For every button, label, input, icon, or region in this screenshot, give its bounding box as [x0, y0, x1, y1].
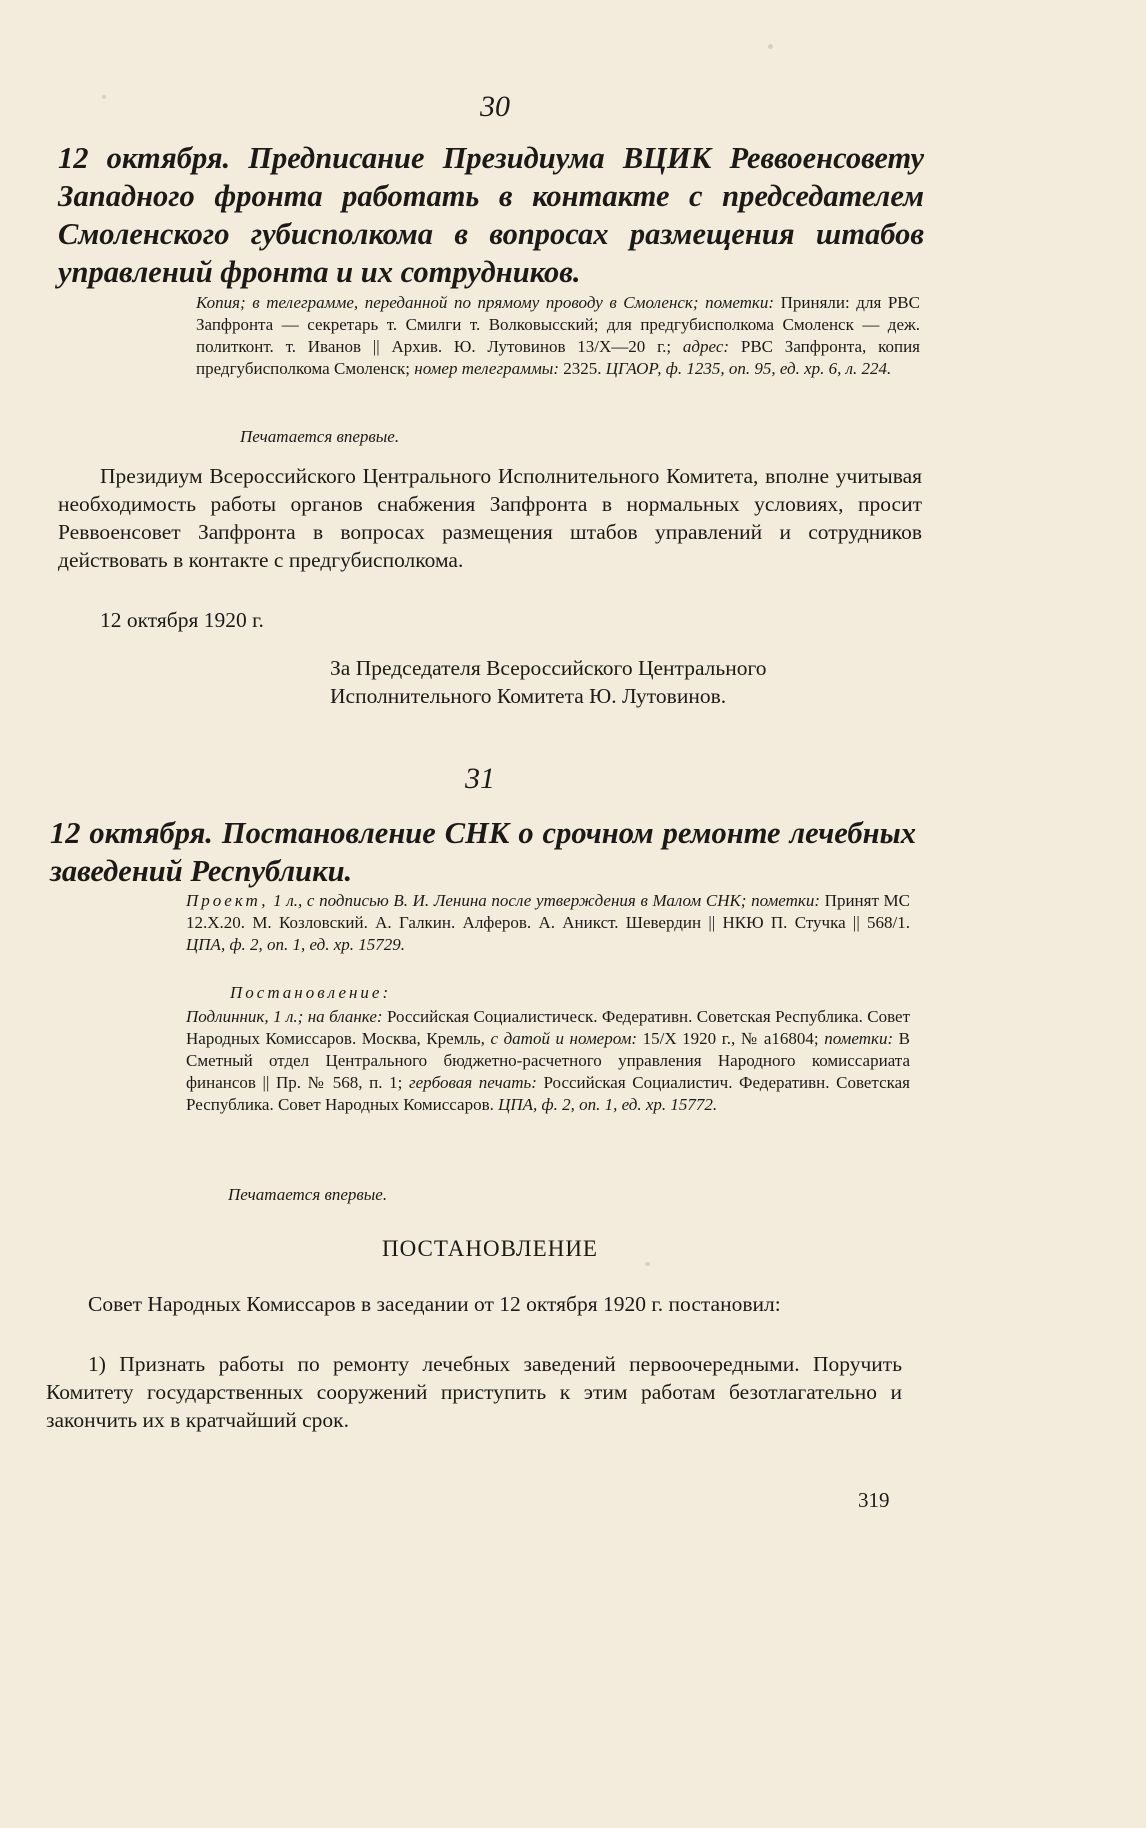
note-original-blank: Российская Социалистическ. Федеративн. Советская Республика. Совет Народных Комиссаров. Москва, Кремль,: [186, 1007, 910, 1048]
note-draft-marks: Принят МС 12.X.20. М. Козловский. А. Галкин. Алферов. А. Аникст. Шевердин || НКЮ П. Стучка || 568/1.: [186, 891, 910, 932]
document-31-postanovlenie-label: [230, 982, 730, 1004]
document-30-printed-note: [240, 426, 740, 448]
note-archive-ref: ЦГАОР, ф. 1235, оп. 95, ед. хр. 6, л. 224.: [605, 359, 892, 378]
resolution-item-1: 1) Признать работы по ремонту лечебных заведений первоочередными. Поручить Комитету государственных сооружений приступить к этим работам безотлагательно и закончить их в кратчайший срок.: [46, 1352, 902, 1432]
signature-line-2: Исполнительного Комитета Ю. Лутовинов.: [330, 684, 727, 708]
document-number-31: 31: [465, 762, 495, 795]
document-number-30: 30: [480, 90, 510, 123]
paper-speck: [102, 95, 106, 99]
postanovlenie-label: Постановление:: [230, 983, 392, 1002]
note-date-number: 15/X 1920 г., № а16804;: [637, 1029, 825, 1048]
note-telegram-number: 2325.: [558, 359, 606, 378]
note-seal-label: гербовая печать:: [408, 1073, 537, 1092]
note-draft-label: Проект,: [186, 891, 269, 910]
resolution-title: ПОСТАНОВЛЕНИЕ: [382, 1236, 598, 1261]
note-source-italic: Копия; в телеграмме, переданной по прямому проводу в Смоленск; пометки:: [196, 293, 775, 312]
document-31-archival-note-original: [186, 1006, 910, 1116]
document-30-signature: [330, 654, 930, 710]
page-number: 319: [858, 1488, 890, 1512]
note-marks-label: пометки:: [824, 1029, 894, 1048]
note-marks: В Сметный отдел Центрального бюджетно-расчетного управления Народного комиссариата финансов || Пр. № 568, п. 1;: [186, 1029, 911, 1092]
note-date-number-label: с датой и номером:: [490, 1029, 638, 1048]
document-30-body: Президиум Всероссийского Центрального Исполнительного Комитета, вполне учитывая необходимость работы органов снабжения Запфронта в нормальных условиях, просит Реввоенсовет Запфронта в вопросах размещения штабов управлений и сотрудников действовать в контакте с предгубисполкома.: [58, 464, 922, 572]
printed-first-time: Печатается впервые.: [228, 1185, 388, 1204]
resolution-intro: Совет Народных Комиссаров в заседании от 12 октября 1920 г. постановил:: [88, 1292, 781, 1316]
paper-speck: [645, 1262, 650, 1266]
note-address-label: адрес:: [682, 337, 730, 356]
signature-line-1: За Председателя Всероссийского Центрального: [330, 656, 767, 680]
note-address: РВС Запфронта, копия предгубисполкома Смоленск;: [196, 337, 920, 378]
note-seal: Российская Социалистич. Федеративн. Советская Республика. Совет Народных Комиссаров.: [186, 1073, 910, 1114]
paper-speck: [768, 44, 773, 49]
document-31-heading: 12 октября. Постановление СНК о срочном ремонте лечебных заведений Республики.: [50, 816, 916, 888]
note-text: Приняли: для РВС Запфронта — секретарь т. Смилги т. Волковысский; для предгубисполкома Смоленск — деж. политконт. т. Иванов || Архив. Ю. Лутовинов 13/X—20 г.;: [196, 293, 920, 356]
document-30-heading: 12 октября. Предписание Президиума ВЦИК Реввоенсовету Западного фронта работать в контакте с председателем Смоленского губисполкома в вопросах размещения штабов управлений фронта и их сотрудников.: [58, 141, 924, 289]
document-30-date: 12 октября 1920 г.: [100, 608, 264, 632]
note-original-archive-ref: ЦПА, ф. 2, оп. 1, ед. хр. 15772.: [498, 1095, 718, 1114]
note-original-label: Подлинник, 1 л.; на бланке:: [186, 1007, 383, 1026]
document-31-archival-note-draft: [186, 890, 910, 956]
document-30-archival-note: [196, 292, 920, 380]
note-telegram-label: номер телеграммы:: [414, 359, 559, 378]
printed-first-time: Печатается впервые.: [240, 427, 400, 446]
note-draft-desc: 1 л., с подписью В. И. Ленина после утверждения в Малом СНК; пометки:: [268, 891, 821, 910]
document-31-printed-note: [228, 1184, 728, 1206]
note-draft-archive-ref: ЦПА, ф. 2, оп. 1, ед. хр. 15729.: [186, 935, 406, 954]
